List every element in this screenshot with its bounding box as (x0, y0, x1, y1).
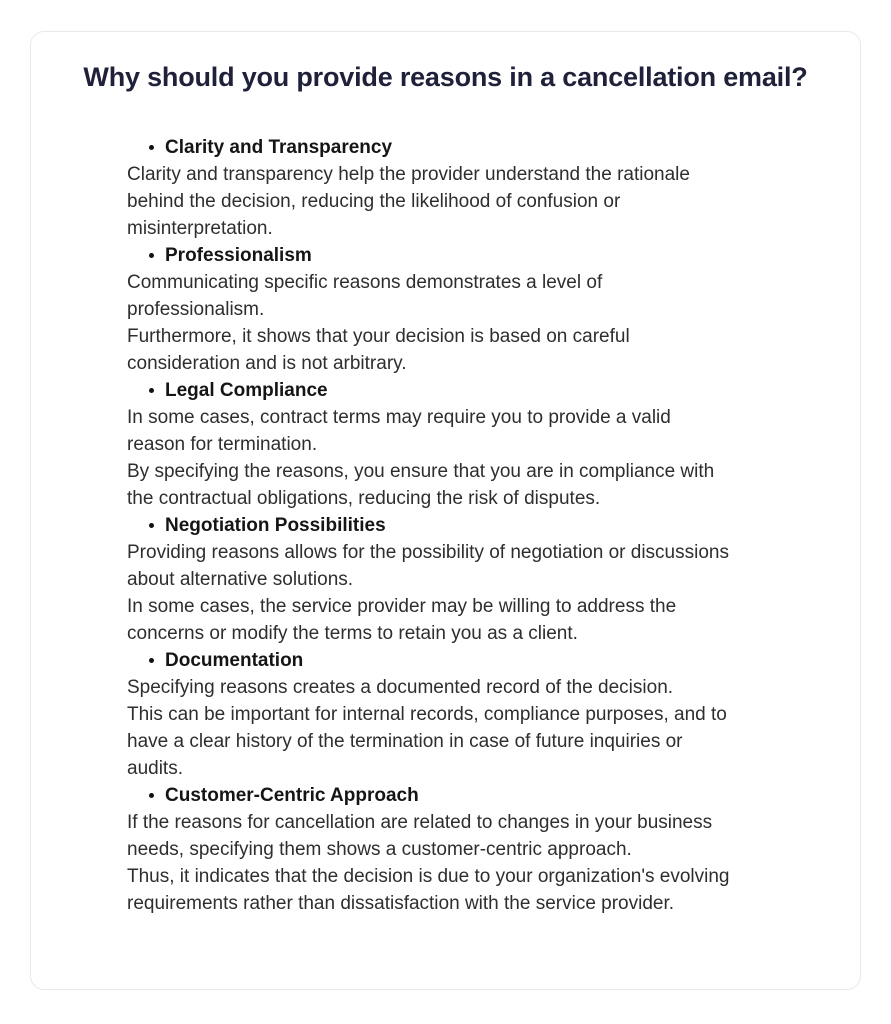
bullet-icon (149, 388, 154, 393)
reasons-list (127, 134, 733, 917)
reason-paragraph: This can be important for internal records, compliance purposes, and to have a clear history of the termination in case of future inquiries or audits. (127, 704, 727, 779)
reason-heading (127, 377, 733, 404)
reason-heading (127, 242, 733, 269)
bullet-icon (149, 253, 154, 258)
bullet-icon (149, 523, 154, 528)
reason-paragraph: Thus, it indicates that the decision is due to your organization's evolving requirements rather than dissatisfaction with the service provider. (127, 866, 730, 914)
reason-heading (127, 647, 733, 674)
reason-paragraph: In some cases, contract terms may require you to provide a valid reason for termination. (127, 407, 671, 455)
bullet-icon (149, 793, 154, 798)
reason-heading-label: Legal Compliance (165, 380, 328, 401)
reason-paragraph: Clarity and transparency help the provider understand the rationale behind the decision, reducing the likelihood of confusion or misinterpretation. (127, 164, 690, 239)
reason-heading (127, 134, 733, 161)
reason-paragraph: Furthermore, it shows that your decision is based on careful consideration and is not arbitrary. (127, 326, 630, 374)
bullet-icon (149, 658, 154, 663)
page-title: Why should you provide reasons in a cancellation email? (83, 62, 808, 92)
reason-heading-label: Customer-Centric Approach (165, 785, 419, 806)
content-card (30, 31, 861, 990)
reason-paragraph: Specifying reasons creates a documented record of the decision. (127, 677, 674, 698)
reason-paragraph: By specifying the reasons, you ensure that you are in compliance with the contractual obligations, reducing the risk of disputes. (127, 461, 715, 509)
reason-heading (127, 782, 733, 809)
bullet-icon (149, 145, 154, 150)
reason-heading-label: Documentation (165, 650, 304, 671)
reason-heading-label: Clarity and Transparency (165, 137, 393, 158)
reason-heading (127, 512, 733, 539)
reason-heading-label: Negotiation Possibilities (165, 515, 386, 536)
reason-paragraph: Communicating specific reasons demonstrates a level of professionalism. (127, 272, 603, 320)
reason-heading-label: Professionalism (165, 245, 312, 266)
reason-paragraph: In some cases, the service provider may be willing to address the concerns or modify the terms to retain you as a client. (127, 596, 677, 644)
reason-paragraph: If the reasons for cancellation are related to changes in your business needs, specifying them shows a customer-centric approach. (127, 812, 713, 860)
reason-paragraph: Providing reasons allows for the possibility of negotiation or discussions about alternative solutions. (127, 542, 729, 590)
